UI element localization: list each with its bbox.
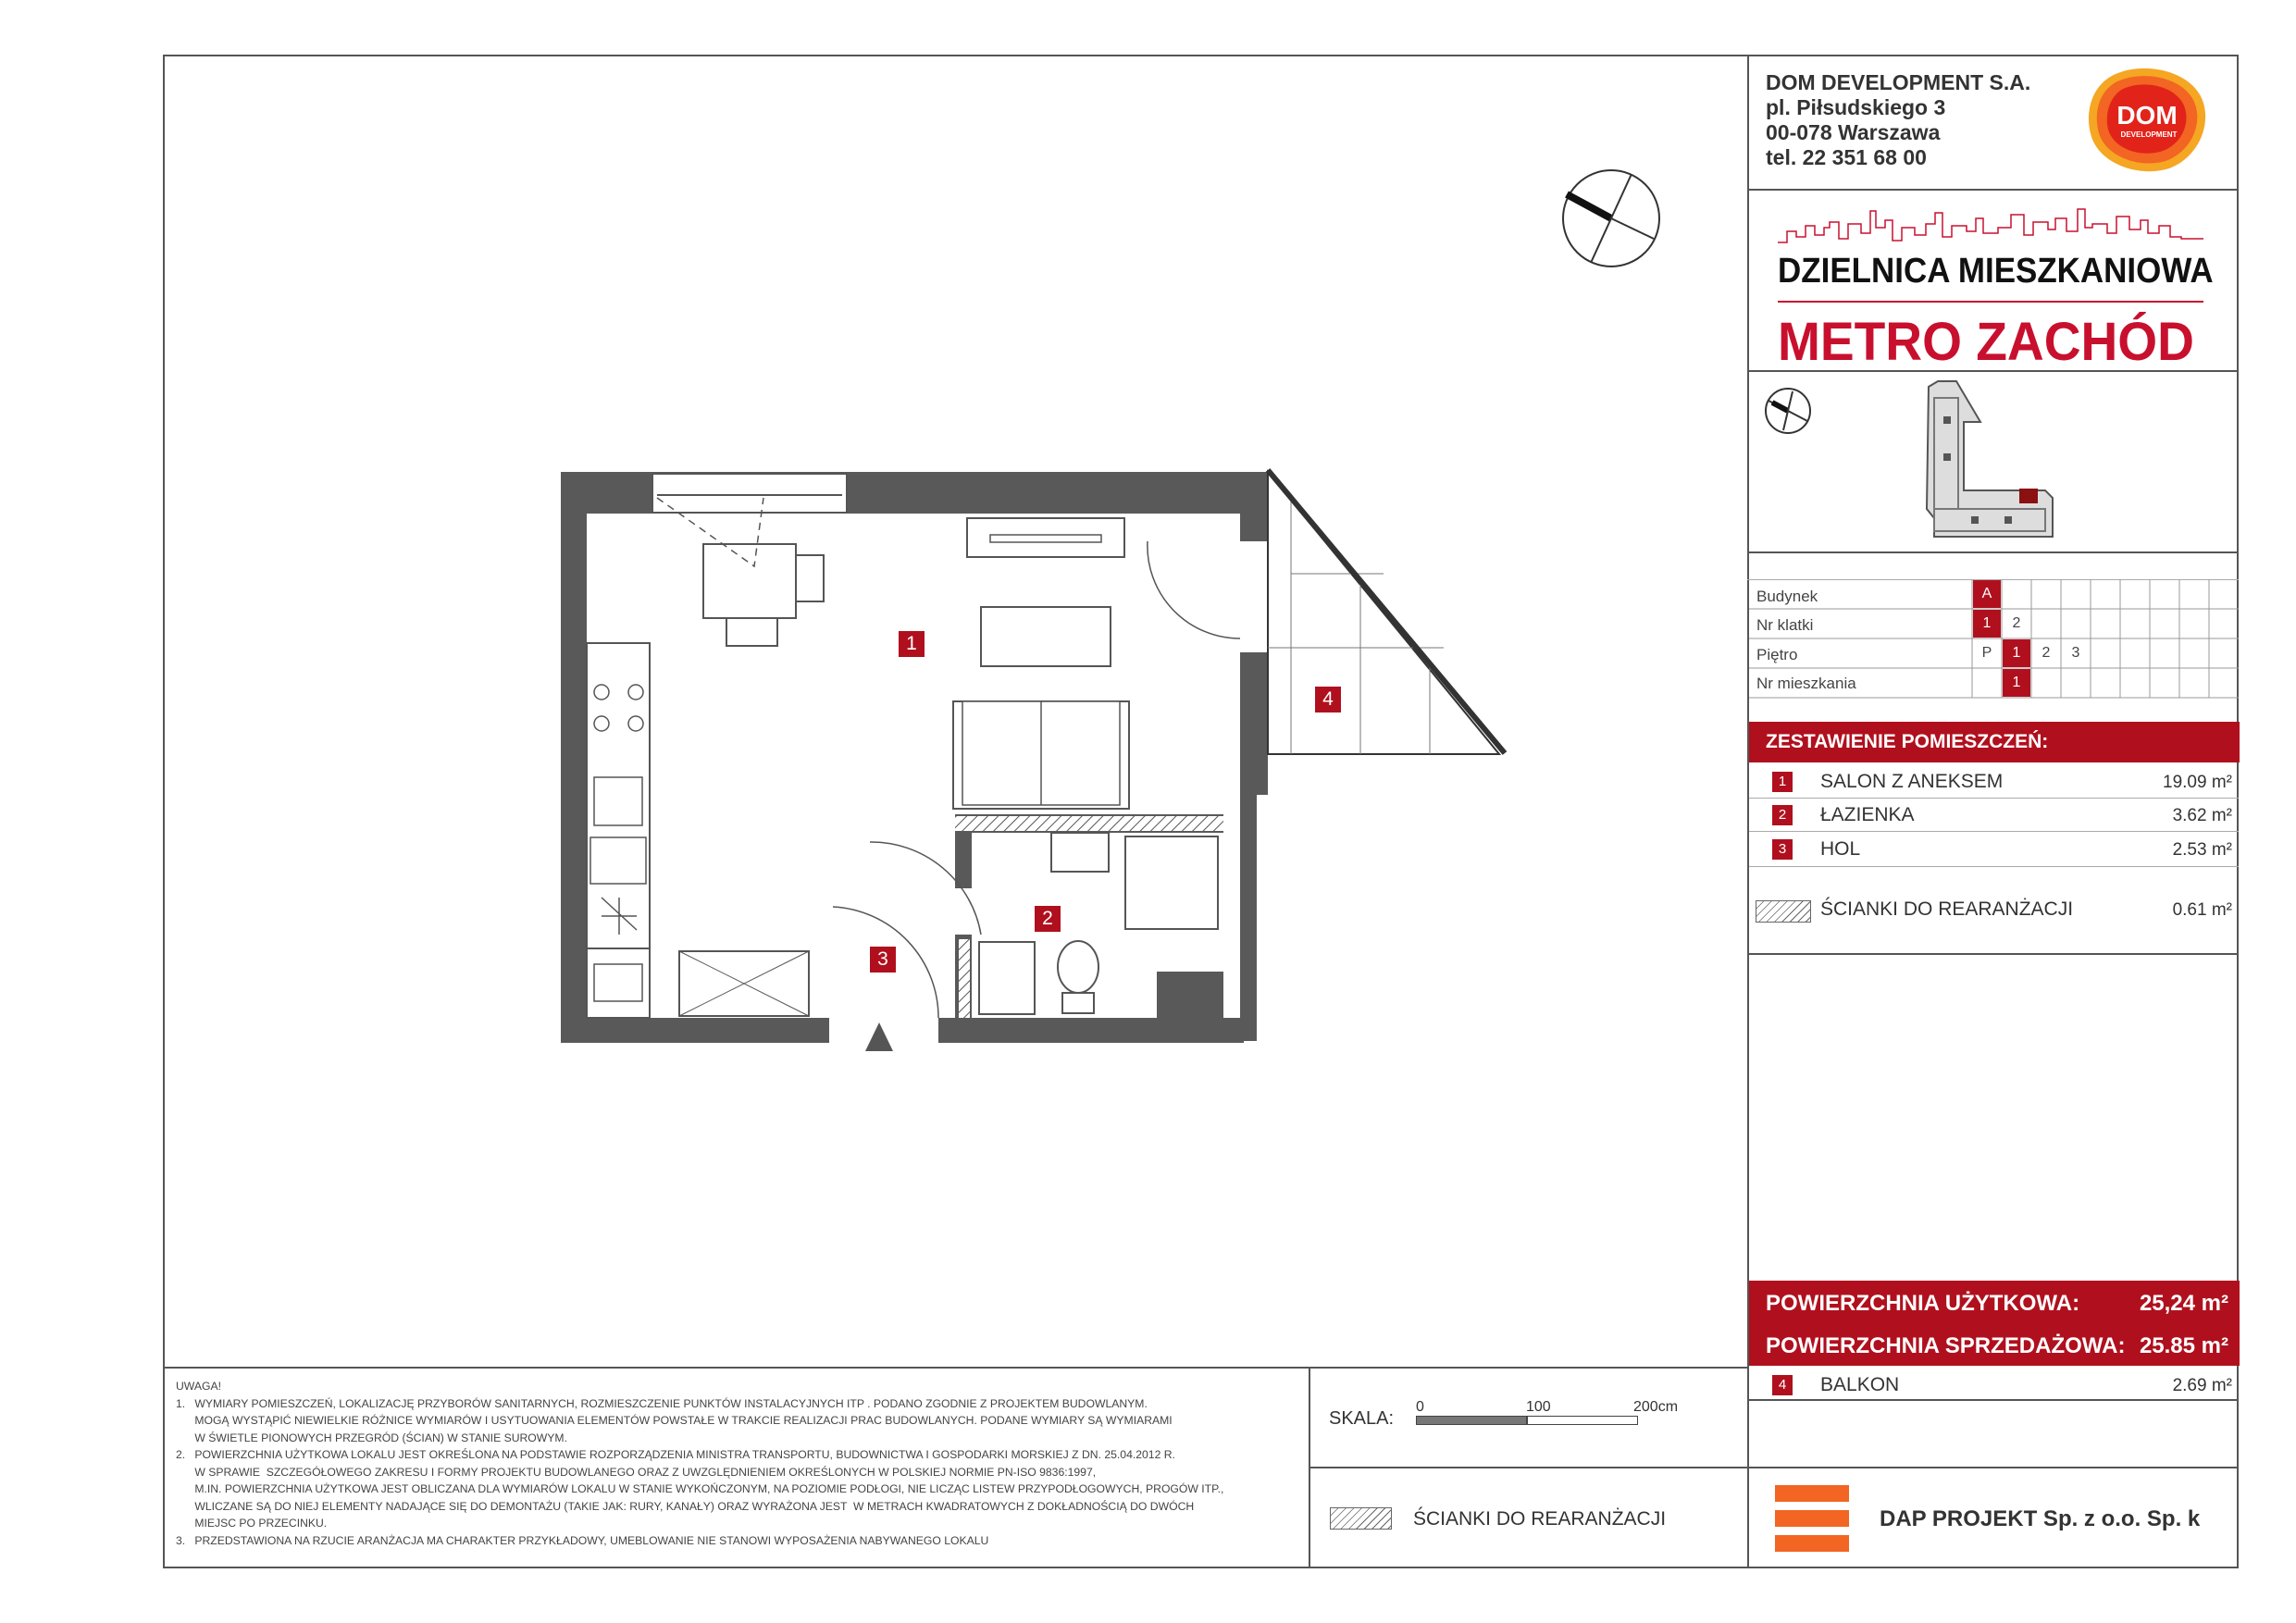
panel-line (1747, 1399, 2239, 1401)
scale-tick-200: 200cm (1633, 1399, 1679, 1415)
compass-icon (1559, 167, 1663, 275)
note-line: WLICZANE SĄ DO NIEJ ELEMENTY NADAJĄCE SIĘ DO DEMONTAŻU (TAKIE JAK: RURY, KANAŁY) ORAZ WYRAŻONA JEST W METRACH KWADRATOWYCH Z DOKŁADNOŚCIĄ DO DWÓCH (176, 1499, 1195, 1513)
floor-value-p: P (1981, 645, 1992, 661)
keyplan-compass-icon (1763, 386, 1813, 440)
note-line: W ŚWIETLE PIONOWYCH PRZEGRÓD (ŚCIAN) W STANIE SUROWYM. (176, 1431, 567, 1444)
usable-area-value: 25,24 m² (2139, 1291, 2228, 1316)
room-area-2: 3.62 m² (2172, 806, 2232, 825)
usable-area-bar (1749, 1281, 2240, 1323)
plan-room-4-label: 4 (1315, 687, 1341, 712)
legend-hatch-swatch (1330, 1507, 1392, 1530)
row-line (1749, 866, 2239, 867)
company-phone: tel. 22 351 68 00 (1766, 145, 1927, 169)
notes-heading: UWAGA! (176, 1380, 221, 1393)
note-line: 3. PRZEDSTAWIONA NA RZUCIE ARANŻACJA MA CHARAKTER PRZYKŁADOWY, UMEBLOWANIE NIE STANOWI WYPOSAŻENIA NABYWANEGO LOKALU (176, 1533, 989, 1547)
note-line: 2. POWIERZCHNIA UŻYTKOWA LOKALU JEST OKREŚLONA NA PODSTAWIE ROZPORZĄDZENIA MINISTRA TRANSPORTU, BUDOWNICTWA I GOSPODARKI MORSKIEJ Z DN. 25.04.2012 R. (176, 1448, 1175, 1461)
room-name-1: SALON Z ANEKSEM (1820, 771, 2004, 792)
logo-text-dom: DOM (2116, 101, 2178, 130)
sales-area-label: POWIERZCHNIA SPRZEDAŻOWA: (1766, 1333, 2126, 1358)
scale-bar-filled (1416, 1416, 1527, 1425)
company-name: DOM DEVELOPMENT S.A. (1766, 70, 2031, 94)
room-badge-3: 3 (1772, 839, 1793, 860)
apartment-value: 1 (2003, 669, 2030, 697)
row-line (1749, 798, 2239, 799)
dom-development-logo (2084, 65, 2210, 174)
plan-room-1-label: 1 (899, 631, 925, 657)
room-area-1: 19.09 m² (2163, 773, 2232, 792)
floor-value-2: 2 (2042, 645, 2051, 661)
room-name-3: HOL (1820, 838, 1861, 860)
stair-value-2: 2 (2012, 615, 2021, 631)
dap-projekt-logo (1775, 1485, 1849, 1552)
scale-tick-100: 100 (1526, 1399, 1551, 1415)
scale-tick-0: 0 (1416, 1399, 1424, 1415)
note-line: MIEJSC PO PRZECINKU. (176, 1517, 328, 1530)
designer-name: DAP PROJEKT Sp. z o.o. Sp. k (1880, 1506, 2201, 1531)
balcony-area: 2.69 m² (2172, 1376, 2232, 1395)
building-label: Budynek (1756, 588, 1818, 605)
notes-block (176, 1378, 1305, 1549)
room-badge-1: 1 (1772, 772, 1793, 792)
note-line: W SPRAWIE SZCZEGÓŁOWEGO ZAKRESU I FORMY PROJEKTU BUDOWLANEGO ORAZ Z UWZGLĘDNIENIEM OKREŚLONYCH W POLSKIEJ NORMIE PN-ISO 9836:1997, (176, 1465, 1097, 1479)
floor-plan (555, 463, 1518, 1059)
note-line: MOGĄ WYSTĄPIĆ NIEWIELKIE RÓŻNICE WYMIARÓW I USYTUOWANIA ELEMENTÓW POWSTAŁE W TRAKCIE REALIZACJI PRAC BUDOWLANYCH. PODANE WYMIARY SĄ WYMIARAMI (176, 1414, 1173, 1427)
scale-bar-empty (1527, 1416, 1638, 1425)
balcony-name: BALKON (1820, 1374, 1900, 1395)
project-name-line2: METRO ZACHÓD (1778, 312, 2194, 372)
scale-label: SKALA: (1329, 1408, 1395, 1429)
logo-text-development: DEVELOPMENT (2120, 130, 2178, 139)
company-street: pl. Piłsudskiego 3 (1766, 95, 1946, 119)
stair-value-1: 1 (1973, 610, 2001, 638)
floor-label: Piętro (1756, 646, 1798, 663)
panel-line (1747, 189, 2239, 191)
note-line: M.IN. POWIERZCHNIA UŻYTKOWA JEST OBLICZANA DLA WYMIARÓW LOKALU W STANIE WYKOŃCZONYM, NA POZIOMIE PODŁOGI, NIE LICZĄC LISTEW PRZYPODŁOGOWYCH, PROGÓW ITP., (176, 1482, 1224, 1495)
stair-label: Nr klatki (1756, 616, 1814, 634)
sales-area-value: 25.85 m² (2139, 1333, 2228, 1358)
legend-divider (1309, 1467, 1749, 1468)
room-name-2: ŁAZIENKA (1820, 804, 1915, 825)
keyplan-building-diagram (1916, 379, 2064, 547)
usable-area-label: POWIERZCHNIA UŻYTKOWA: (1766, 1291, 2080, 1316)
floor-value-3: 3 (2071, 645, 2080, 661)
panel-line (1747, 1467, 2239, 1468)
notes-divider (163, 1367, 1749, 1369)
panel-line (1747, 953, 2239, 955)
note-line: 1. WYMIARY POMIESZCZEŃ, LOKALIZACJĘ PRZYBORÓW SANITARNYCH, ROZMIESZCZENIE PUNKTÓW INSTALACYJNYCH ITP . PODANO ZGODNIE Z PROJEKTEM BUDOWLANYM. (176, 1396, 1148, 1410)
row-line (1749, 831, 2239, 832)
room-badge-2: 2 (1772, 805, 1793, 825)
panel-line (1747, 551, 2239, 553)
balcony-badge: 4 (1772, 1375, 1793, 1395)
plan-room-2-label: 2 (1035, 906, 1061, 932)
partitions-label: ŚCIANKI DO REARANŻACJI (1820, 898, 2074, 920)
skyline-graphic (1778, 200, 2203, 251)
floor-value-1: 1 (2003, 639, 2030, 667)
brand-underline (1778, 301, 2203, 303)
partitions-area: 0.61 m² (2172, 900, 2232, 920)
building-value: A (1973, 580, 2001, 608)
project-name-line1: DZIELNICA MIESZKANIOWA (1778, 252, 2214, 291)
rooms-header: ZESTAWIENIE POMIESZCZEŃ: (1749, 722, 2240, 762)
company-city: 00-078 Warszawa (1766, 120, 1941, 144)
legend-label: ŚCIANKI DO REARANŻACJI (1413, 1508, 1667, 1530)
room-area-3: 2.53 m² (2172, 840, 2232, 860)
sales-area-bar (1749, 1323, 2240, 1366)
partitions-hatch-swatch (1756, 900, 1811, 923)
apartment-label: Nr mieszkania (1756, 675, 1856, 692)
plan-room-3-label: 3 (870, 947, 896, 973)
company-address (1766, 70, 2030, 170)
